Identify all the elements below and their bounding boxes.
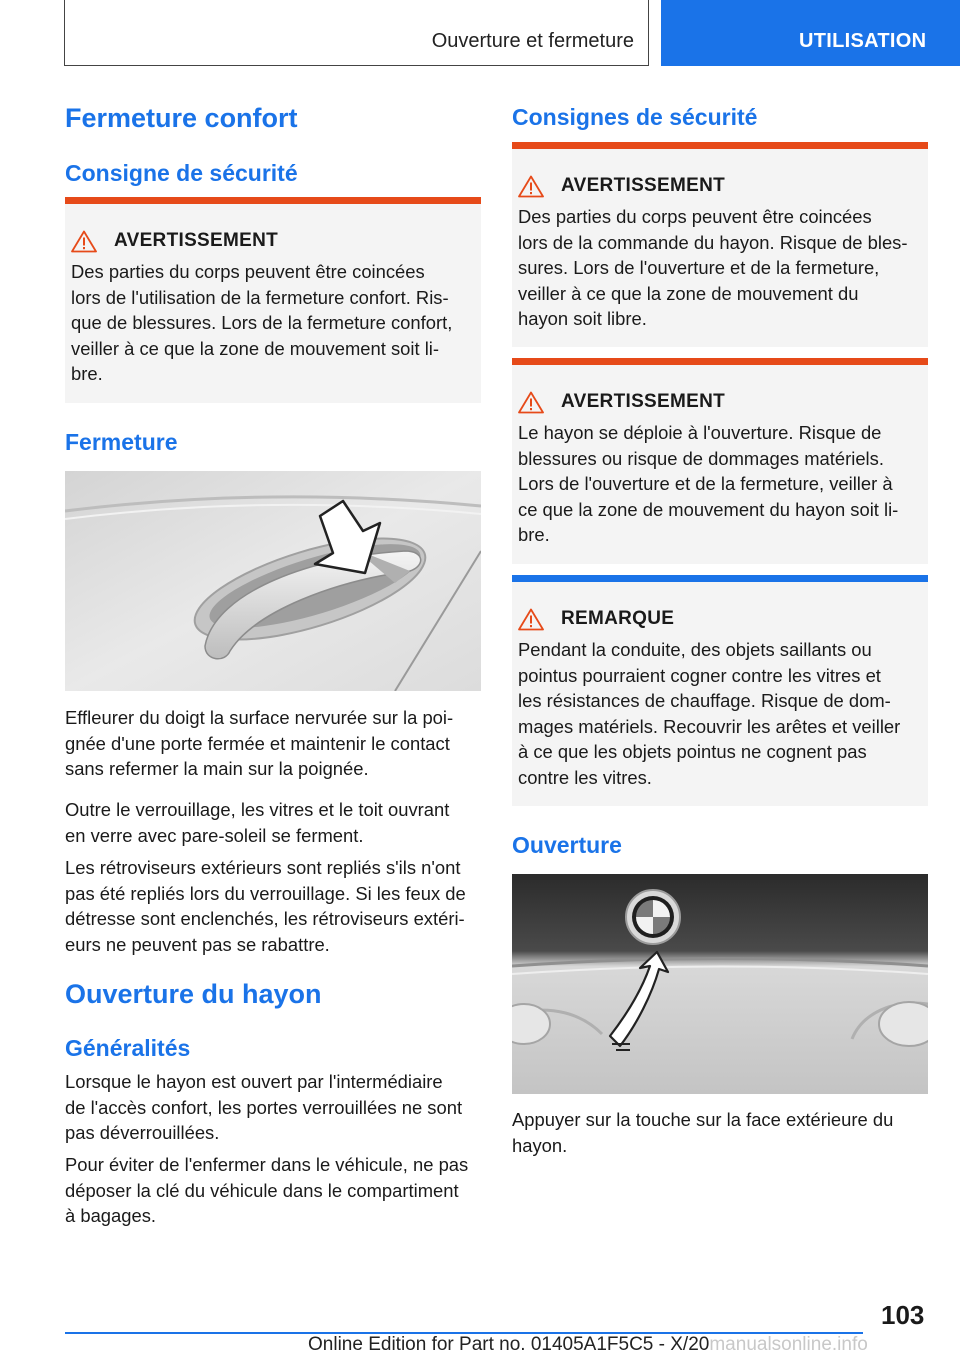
- text-line: pas déverrouillées.: [65, 1122, 220, 1143]
- warning-triangle-icon: [518, 391, 544, 414]
- text-line: Pendant la conduite, des objets saillants ou: [518, 639, 872, 660]
- heading-safety-note: Consigne de sécurité: [65, 160, 298, 186]
- text-line: à ce que les objets pointus ne cognent pas: [518, 741, 867, 762]
- text-line: Le hayon se déploie à l'ouverture. Risque de: [518, 422, 882, 443]
- text-line: mages matériels. Recouvrir les arêtes et veiller: [518, 715, 901, 737]
- warning-label: AVERTISSEMENT: [114, 230, 279, 251]
- text-line: Outre le verrouillage, les vitres et le toit ouvrant: [65, 799, 450, 820]
- warning-triangle-icon: [518, 608, 544, 631]
- warning-text: [518, 420, 923, 548]
- text-line: Des parties du corps peuvent être coincées: [518, 206, 872, 227]
- text-line: contre les vitres.: [518, 766, 652, 788]
- warning-triangle-icon: [518, 175, 544, 198]
- warning-label: AVERTISSEMENT: [561, 391, 726, 412]
- heading-tailgate-opening: Ouverture du hayon: [65, 979, 322, 1009]
- heading-safety-notes: Consignes de sécurité: [512, 104, 758, 130]
- header-chapter-tab[interactable]: [661, 0, 960, 66]
- header-section-box: [64, 0, 649, 66]
- warning-text: [518, 204, 923, 332]
- text-line: lors de l'utilisation de la fermeture confort. Ris-: [71, 286, 449, 308]
- text-line: de l'accès confort, les portes verrouillées ne sont: [65, 1096, 463, 1118]
- warning-box-head: [518, 390, 725, 414]
- warning-text: [71, 259, 476, 387]
- warning-label: AVERTISSEMENT: [561, 175, 726, 196]
- text-line: lors de la commande du hayon. Risque de bles-: [518, 231, 908, 253]
- text-line: bre.: [518, 524, 550, 545]
- text-line: Lors de l'ouverture et de la fermeture, veiller à: [518, 473, 893, 494]
- header-section-title: Ouverture et fermeture: [431, 30, 634, 52]
- text-line: Pour éviter de l'enfermer dans le véhicule, ne pas: [65, 1154, 469, 1175]
- closing-instructions: [65, 705, 481, 782]
- header-chapter-label: UTILISATION: [799, 30, 927, 52]
- mirrors-paragraph: [65, 855, 481, 957]
- footer-edition: [308, 1334, 868, 1356]
- text-line: Appuyer sur la touche sur la face extérieure du: [512, 1109, 894, 1130]
- warning-triangle-icon: [71, 230, 97, 253]
- text-line: Effleurer du doigt la surface nervurée sur la poi-: [65, 707, 454, 728]
- text-line: blessures ou risque de dommages matériels.: [518, 447, 884, 469]
- text-line: Des parties du corps peuvent être coincées: [71, 261, 425, 282]
- note-box-head: [518, 607, 674, 631]
- note-label: REMARQUE: [561, 608, 675, 629]
- note-box-window-damage: [512, 575, 928, 806]
- text-line: à bagages.: [65, 1205, 157, 1226]
- text-line: sures. Lors de l'ouverture et de la fermeture,: [518, 257, 880, 278]
- heading-opening: Ouverture: [512, 832, 622, 858]
- text-line: ce que la zone de mouvement du hayon soit li-: [518, 498, 899, 520]
- text-line: gnée d'une porte fermée et maintenir le contact: [65, 732, 450, 754]
- locking-paragraph: [65, 797, 481, 848]
- text-line: que de blessures. Lors de la fermeture confort,: [71, 312, 453, 333]
- text-line: déposer la clé du véhicule dans le compartiment: [65, 1179, 459, 1201]
- text-line: eurs ne peuvent pas se rabattre.: [65, 933, 330, 955]
- text-line: hayon.: [512, 1134, 568, 1156]
- text-line: bre.: [71, 363, 103, 384]
- page-number: 103: [881, 1300, 925, 1330]
- text-line: pas été repliés lors du verrouillage. Si les feux de: [65, 882, 466, 904]
- text-line: veiller à ce que la zone de mouvement soit li-: [71, 337, 440, 359]
- warning-box-head: [71, 229, 278, 253]
- text-line: en verre avec pare-soleil se ferment.: [65, 824, 364, 846]
- text-line: détresse sont enclenchés, les rétroviseurs extéri-: [65, 908, 465, 929]
- footer-edition-text: Online Edition for Part no. 01405A1F5C5 - X/20: [308, 1334, 710, 1355]
- opening-instructions: [512, 1107, 928, 1158]
- text-line: pointus pourraient cogner contre les vitres et: [518, 664, 881, 686]
- text-line: Lorsque le hayon est ouvert par l'intermédiaire: [65, 1071, 443, 1092]
- warning-box-head: [518, 174, 725, 198]
- warning-box-tailgate-deploy: [512, 358, 928, 564]
- general-paragraph: [65, 1069, 481, 1146]
- footer-brand-watermark[interactable]: manualsonline.info: [709, 1334, 868, 1355]
- text-line: hayon soit libre.: [518, 308, 647, 329]
- note-text: [518, 637, 923, 790]
- text-line: sans refermer la main sur la poignée.: [65, 758, 369, 779]
- heading-closing: Fermeture: [65, 429, 178, 455]
- warning-box-comfort: [65, 197, 481, 403]
- tailgate-button-illustration: [512, 874, 928, 1094]
- text-line: Les rétroviseurs extérieurs sont repliés s'ils n'ont: [65, 857, 461, 878]
- text-line: veiller à ce que la zone de mouvement du: [518, 282, 859, 304]
- warning-box-tailgate-operation: [512, 142, 928, 347]
- heading-general: Généralités: [65, 1035, 191, 1061]
- door-handle-illustration: [65, 471, 481, 691]
- key-warning-paragraph: [65, 1152, 481, 1229]
- heading-comfort-closing: Fermeture confort: [65, 103, 298, 133]
- text-line: les résistances de chauffage. Risque de dom-: [518, 690, 891, 711]
